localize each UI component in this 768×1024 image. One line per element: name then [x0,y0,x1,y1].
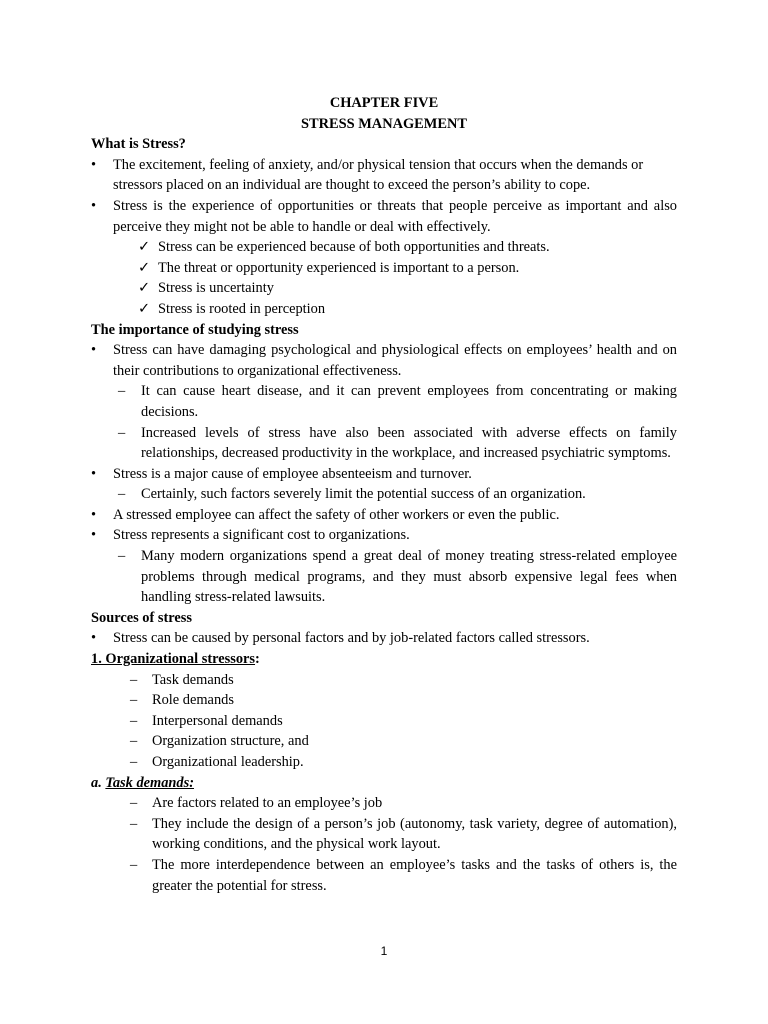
list-item [91,505,677,526]
document-page [91,93,677,896]
list-item [91,628,677,649]
check-item-text: Stress can be experienced because of both opportunities and threats. [158,239,550,256]
dash-item [91,484,677,505]
check-item [91,278,677,299]
bullet-marker: • [91,342,97,359]
checkmark-icon: ✓ [138,280,151,297]
dash-item-text: Many modern organizations spend a great deal of money treating stress-related employee problems through medical programs, and they must absorb expensive legal fees when handling stress-related lawsuits. [141,548,677,606]
list-item-text: Stress is the experience of opportunities or threats that people perceive as important and also perceive they might not be able to handle or deal with effectively. [113,197,677,235]
heading-what-is-stress: What is Stress? [91,136,186,153]
dash-marker: – [130,754,138,770]
dash-item [91,855,677,896]
list-item [91,525,677,546]
dash-item-text: Organization structure, and [152,733,309,750]
heading-org-stressors [91,649,677,670]
heading-importance: The importance of studying stress [91,321,299,338]
heading-sources: Sources of stress [91,609,192,626]
dash-item [91,670,677,691]
dash-item [91,690,677,711]
checkmark-icon: ✓ [138,239,151,256]
dash-marker: – [130,671,138,688]
dash-item [91,752,677,773]
chapter-title: STRESS MANAGEMENT [301,115,467,132]
dash-item-text: Interpersonal demands [152,712,283,729]
dash-marker: – [118,486,126,503]
dash-marker: – [130,815,138,832]
dash-item-text: Role demands [152,692,234,709]
list-item-text: Stress is a major cause of employee absenteeism and turnover. [113,465,472,482]
bullet-marker: • [91,156,97,173]
heading-colon: : [255,651,260,668]
dash-item [91,423,677,464]
dash-item-text: Organizational leadership. [152,754,304,770]
check-item-text: Stress is rooted in perception [158,300,326,317]
heading-task-demands-text: Task demands: [105,774,195,791]
list-item [91,464,677,485]
check-item [91,299,677,320]
checkmark-icon: ✓ [138,259,151,276]
list-item-text: Stress can be caused by personal factors and by job-related factors called stressors. [113,630,590,647]
list-item-text: Stress can have damaging psychological and physiological effects on employees’ health and on their contributions to organizational effectiveness. [113,342,677,379]
bullet-marker: • [91,506,97,523]
list-item [91,340,677,381]
heading-task-demands [91,773,677,794]
page-number: 1 [380,944,388,958]
dash-marker: – [118,383,126,400]
dash-item [91,793,677,814]
chapter-label: CHAPTER FIVE [329,95,439,111]
list-item-text: Stress represents a significant cost to organizations. [113,527,410,544]
dash-marker: – [118,548,126,565]
check-item-text: The threat or opportunity experienced is important to a person. [158,259,520,276]
list-item [91,155,677,196]
checkmark-icon: ✓ [138,300,151,317]
dash-item-text: Certainly, such factors severely limit the potential success of an organization. [141,486,586,503]
bullet-marker: • [91,527,97,544]
bullet-marker: • [91,630,97,647]
dash-marker: – [130,795,138,812]
list-item-text: A stressed employee can affect the safety of other workers or even the public. [113,506,560,523]
list-item-text: The excitement, feeling of anxiety, and/or physical tension that occurs when the demands or stressors placed on an individual are thought to exceed the person’s ability to cope. [113,156,644,194]
dash-marker: – [118,424,126,441]
dash-item [91,731,677,752]
dash-item-text: The more interdependence between an employee’s tasks and the tasks of others is, the greater the potential for stress. [152,856,677,894]
heading-task-prefix: a. [91,774,106,791]
dash-item [91,546,677,608]
heading-org-stressors-text: 1. Organizational stressors [91,651,256,668]
dash-marker: – [130,712,138,729]
dash-marker: – [130,733,138,750]
bullet-marker: • [91,465,97,482]
dash-item-text: They include the design of a person’s job (autonomy, task variety, degree of automation), working conditions, and the physical work layout. [152,815,677,853]
dash-item-text: Are factors related to an employee’s job [152,795,383,812]
check-item [91,258,677,279]
dash-item [91,381,677,422]
dash-marker: – [130,692,138,709]
dash-item-text: Task demands [152,671,234,688]
check-item [91,237,677,258]
check-item-text: Stress is uncertainty [158,280,274,297]
dash-item-text: Increased levels of stress have also been associated with adverse effects on family relationships, decreased productivity in the workplace, and increased psychiatric symptoms. [141,424,677,462]
bullet-marker: • [91,197,97,214]
dash-item [91,814,677,855]
dash-marker: – [130,856,138,873]
list-item [91,196,677,237]
dash-item [91,711,677,732]
dash-item-text: It can cause heart disease, and it can prevent employees from concentrating or making decisions. [141,383,677,420]
